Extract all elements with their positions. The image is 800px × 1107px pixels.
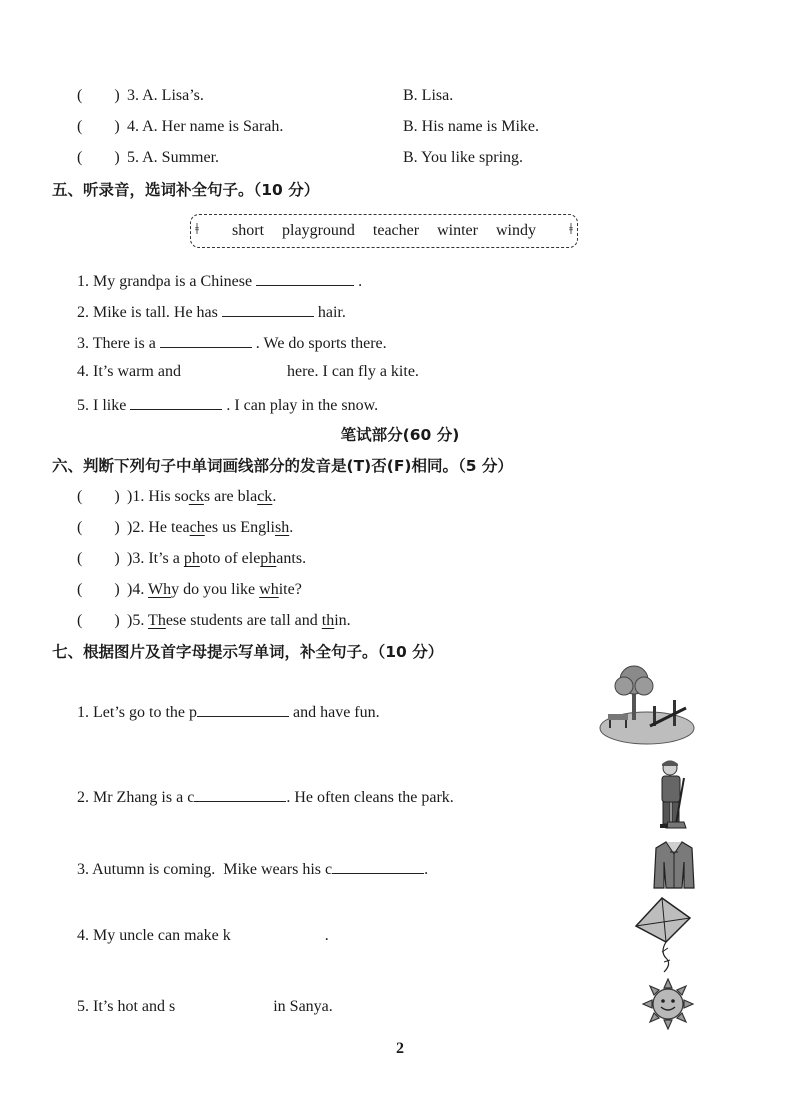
playground-picture bbox=[598, 662, 696, 746]
word-bank-word: windy bbox=[495, 222, 536, 239]
kite-picture bbox=[632, 896, 694, 974]
section6-heading: 六、判断下列句子中单词画线部分的发音是(T)否(F)相同。（5 分） bbox=[52, 457, 513, 475]
cleaner-picture bbox=[650, 758, 694, 830]
option-b: B. You like spring. bbox=[403, 149, 524, 166]
section7-heading: 七、根据图片及首字母提示写单词，补全句子。（10 分） bbox=[52, 643, 444, 661]
coat-picture bbox=[652, 838, 696, 892]
sentence-text: and have fun. bbox=[292, 704, 380, 721]
section6-item-2: ( ) )2. He teaches us English. bbox=[77, 519, 294, 536]
section7-sentence bbox=[77, 997, 333, 1017]
sentence-text: in Sanya. bbox=[273, 998, 333, 1015]
word-bank-right-mark: ǂ bbox=[569, 221, 573, 238]
word-bank bbox=[190, 214, 578, 248]
answer-paren: ( ) bbox=[77, 488, 120, 505]
option-a: 4. A. Her name is Sarah. bbox=[127, 118, 284, 135]
sentence-text: . bbox=[324, 927, 329, 944]
sentence-text: 3. Autumn is coming. Mike wears his c bbox=[77, 861, 333, 878]
option-b: B. His name is Mike. bbox=[403, 118, 539, 135]
sentence-text: 4. It’s warm and bbox=[77, 363, 181, 380]
section5-sentence bbox=[77, 300, 346, 323]
answer-paren: ( ) bbox=[77, 550, 120, 567]
page-number: 2 bbox=[396, 1040, 404, 1057]
sentence-text: . bbox=[424, 861, 429, 878]
answer-blank[interactable] bbox=[130, 393, 222, 410]
answer-paren: ( ) bbox=[77, 581, 120, 598]
word-bank-left-mark: ǂ bbox=[195, 221, 199, 238]
sentence-text: 5. It’s hot and s bbox=[77, 998, 176, 1015]
sentence-text: hair. bbox=[317, 304, 346, 321]
sentence-text: 5. I like bbox=[77, 397, 127, 414]
answer-blank[interactable] bbox=[256, 269, 354, 286]
word-bank-word: teacher bbox=[372, 222, 420, 239]
section5-sentence bbox=[77, 362, 419, 382]
option-a: 3. A. Lisa’s. bbox=[127, 87, 204, 104]
written-part-title: 笔试部分(60 分) bbox=[340, 426, 460, 444]
section6-item-4: ( ) )4. Why do you like white? bbox=[77, 581, 302, 598]
section5-sentence bbox=[77, 393, 378, 416]
answer-blank[interactable] bbox=[160, 331, 252, 348]
section5-sentence bbox=[77, 331, 387, 354]
section6-item-3: ( ) )3. It’s a photo of elephants. bbox=[77, 550, 307, 567]
sentence-text: 1. Let’s go to the p bbox=[77, 704, 197, 721]
answer-paren: ( ) bbox=[77, 519, 120, 536]
answer-blank[interactable] bbox=[222, 300, 314, 317]
answer-paren: ( ) bbox=[77, 87, 120, 104]
section7-sentence bbox=[77, 700, 380, 723]
answer-blank[interactable] bbox=[197, 700, 289, 717]
word-bank-word: winter bbox=[437, 222, 478, 239]
section7-sentence bbox=[77, 926, 329, 946]
sentence-text: . I can play in the snow. bbox=[226, 397, 379, 414]
section6-item-5: ( ) )5. These students are tall and thin. bbox=[77, 612, 351, 629]
answer-blank[interactable] bbox=[332, 857, 424, 874]
word-bank-word: short bbox=[232, 222, 265, 239]
listening-item-3 bbox=[77, 86, 204, 106]
section5-heading: 五、听录音，选词补全句子。（10 分） bbox=[52, 181, 320, 199]
sentence-text: 2. Mr Zhang is a c bbox=[77, 789, 195, 806]
answer-paren: ( ) bbox=[77, 118, 120, 135]
sun-picture bbox=[642, 978, 694, 1030]
sentence-text: . We do sports there. bbox=[255, 335, 387, 352]
section7-sentence bbox=[77, 857, 428, 880]
sentence-text: 3. There is a bbox=[77, 335, 156, 352]
answer-blank[interactable] bbox=[194, 785, 286, 802]
section7-sentence bbox=[77, 785, 454, 808]
option-a: 5. A. Summer. bbox=[127, 149, 220, 166]
section6-item-1: ( ) )1. His socks are black. bbox=[77, 488, 277, 505]
answer-paren: ( ) bbox=[77, 149, 120, 166]
answer-paren: ( ) bbox=[77, 612, 120, 629]
sentence-text: 4. My uncle can make k bbox=[77, 927, 231, 944]
sentence-text: here. I can fly a kite. bbox=[286, 363, 419, 380]
section5-sentence bbox=[77, 269, 362, 292]
sentence-text: . bbox=[358, 273, 363, 290]
sentence-text: 2. Mike is tall. He has bbox=[77, 304, 218, 321]
sentence-text: . He often cleans the park. bbox=[286, 789, 454, 806]
word-bank-word: playground bbox=[282, 222, 355, 239]
listening-item-5 bbox=[77, 148, 219, 168]
sentence-text: 1. My grandpa is a Chinese bbox=[77, 273, 253, 290]
option-b: B. Lisa. bbox=[403, 87, 454, 104]
listening-item-4 bbox=[77, 117, 283, 137]
